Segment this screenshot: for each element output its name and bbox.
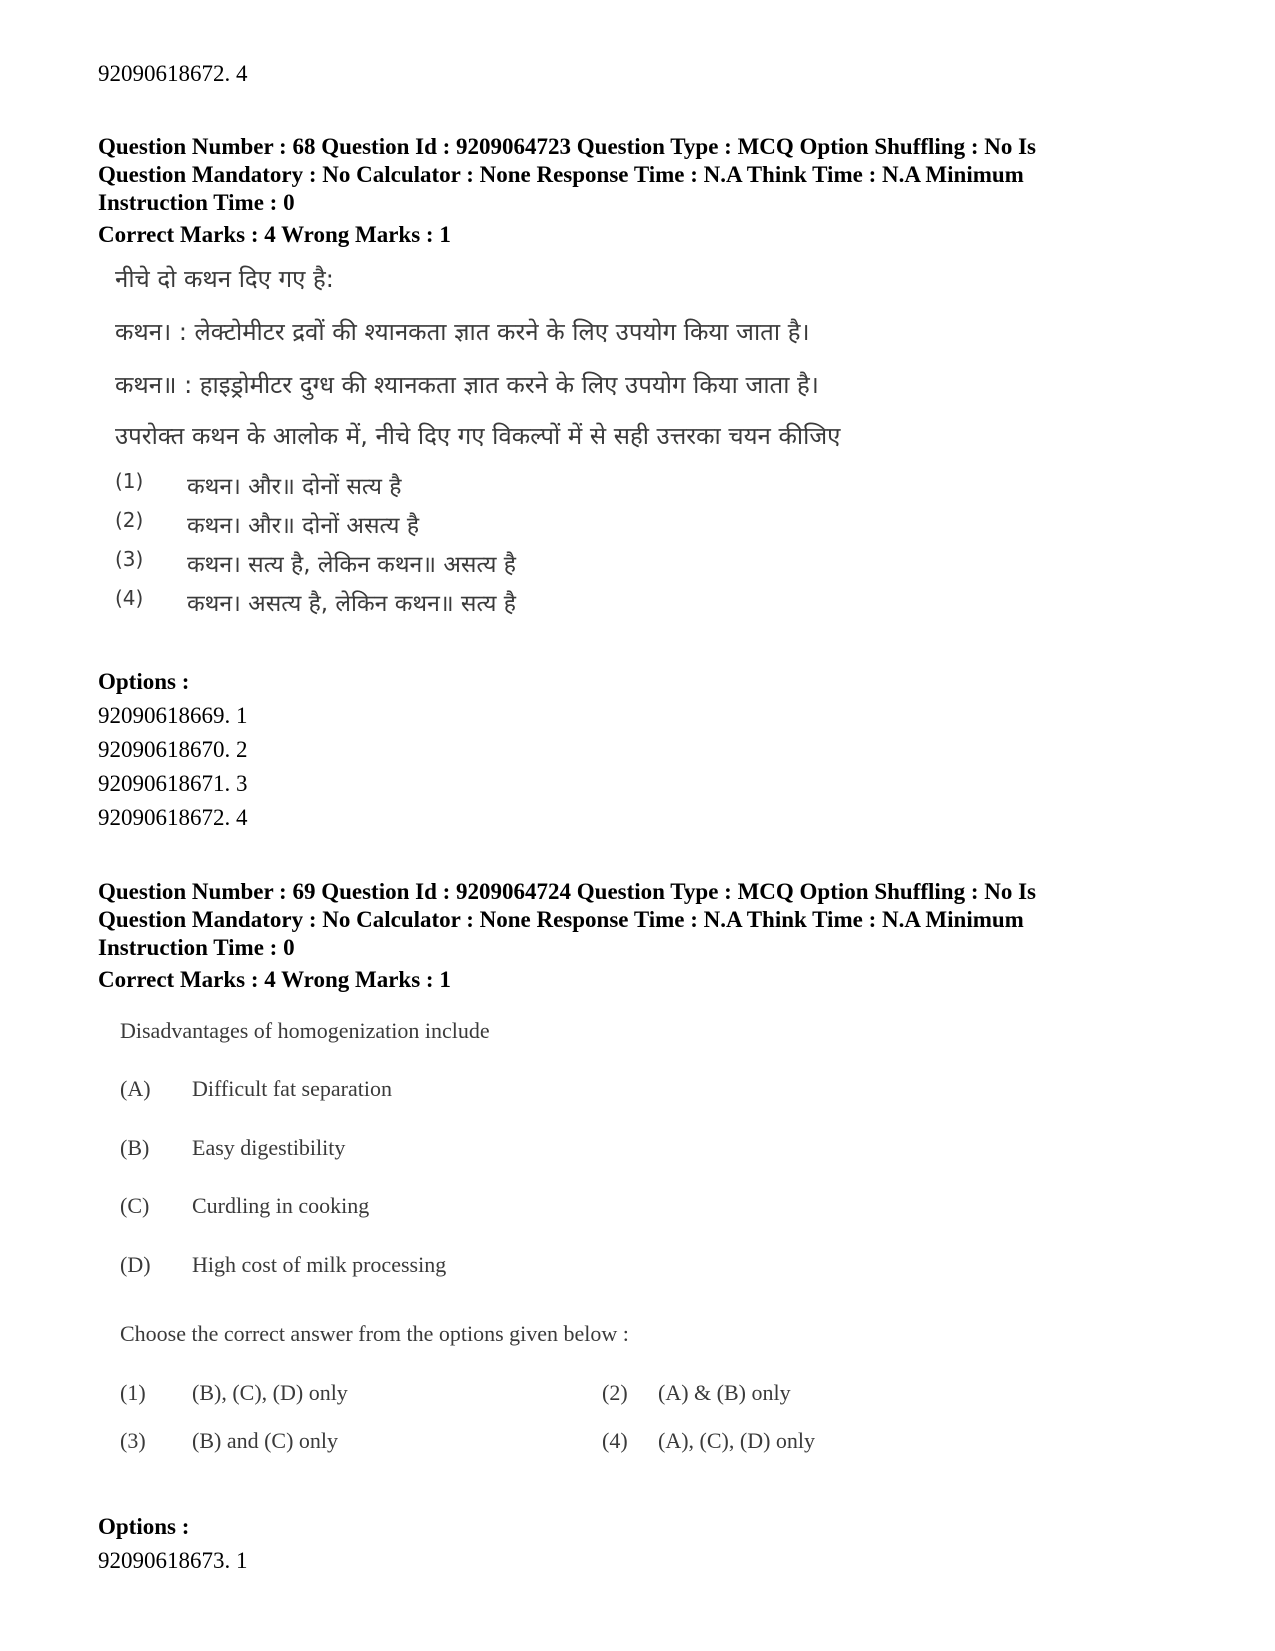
q69-item-b	[120, 1135, 720, 1165]
q69-choice-2	[602, 1380, 1002, 1410]
previous-option-line: 92090618672. 4	[98, 61, 248, 86]
choice-text: (B), (C), (D) only	[192, 1380, 348, 1405]
item-text: Curdling in cooking	[192, 1193, 370, 1218]
choice-text: कथन। और॥ दोनों असत्य है	[187, 513, 420, 539]
choice-number: (3)	[115, 547, 144, 571]
item-label: (B)	[120, 1135, 150, 1160]
q68-choice-2	[115, 508, 715, 538]
q68-option-4: 92090618672. 4	[98, 805, 248, 830]
choice-text: कथन। असत्य है, लेकिन कथन॥ सत्य है	[187, 591, 517, 617]
item-text: Difficult fat separation	[192, 1076, 392, 1101]
q69-meta-line-3: Instruction Time : 0	[98, 935, 295, 960]
q68-statement-1: कथन। : लेक्टोमीटर द्रवों की श्यानकता ज्ञात करने के लिए उपयोग किया जाता है।	[115, 318, 810, 346]
q68-statement-2: कथन॥ : हाइड्रोमीटर दुग्ध की श्यानकता ज्ञात करने के लिए उपयोग किया जाता है।	[115, 371, 819, 399]
choice-number: (2)	[602, 1380, 628, 1405]
choice-text: कथन। और॥ दोनों सत्य है	[187, 474, 402, 500]
q69-option-1: 92090618673. 1	[98, 1548, 248, 1573]
q69-header	[98, 878, 1138, 994]
q69-item-d	[120, 1252, 720, 1282]
item-label: (C)	[120, 1193, 150, 1218]
q68-header	[98, 133, 1138, 249]
choice-text: (B) and (C) only	[192, 1428, 339, 1453]
q68-instruction: उपरोक्त कथन के आलोक में, नीचे दिए गए विकल्पों में से सही उत्तरका चयन कीजिए	[115, 422, 841, 450]
q68-meta-line-3: Instruction Time : 0	[98, 190, 295, 215]
choice-number: (3)	[120, 1428, 146, 1453]
item-text: Easy digestibility	[192, 1135, 346, 1160]
q68-meta-line-2: Question Mandatory : No Calculator : None Response Time : N.A Think Time : N.A Minimum	[98, 162, 1024, 187]
choice-number: (4)	[602, 1428, 628, 1453]
q69-choice-4	[602, 1428, 1002, 1458]
q68-choice-1	[115, 469, 715, 499]
q68-option-3: 92090618671. 3	[98, 771, 248, 796]
q69-choice-3	[120, 1428, 560, 1458]
q68-intro: नीचे दो कथन दिए गए है:	[115, 265, 334, 293]
choice-text: (A), (C), (D) only	[658, 1428, 816, 1453]
q69-question-body	[120, 1018, 1020, 1458]
choice-text: (A) & (B) only	[658, 1380, 791, 1405]
q68-choice-4	[115, 586, 715, 616]
choice-number: (2)	[115, 508, 144, 532]
item-label: (D)	[120, 1252, 151, 1277]
item-label: (A)	[120, 1076, 151, 1101]
item-text: High cost of milk processing	[192, 1252, 447, 1277]
q68-option-2: 92090618670. 2	[98, 737, 248, 762]
q68-marks: Correct Marks : 4 Wrong Marks : 1	[98, 222, 451, 247]
choice-number: (1)	[115, 469, 144, 493]
q68-question-body	[115, 262, 1015, 642]
q68-choice-3	[115, 547, 715, 577]
q69-options-label: Options :	[98, 1514, 190, 1539]
choice-number: (4)	[115, 586, 144, 610]
q69-meta-line-1: Question Number : 69 Question Id : 9209064724 Question Type : MCQ Option Shuffling : No Is	[98, 879, 1037, 904]
q69-intro: Disadvantages of homogenization include	[120, 1018, 490, 1043]
q68-options-label: Options :	[98, 669, 190, 694]
q68-option-1: 92090618669. 1	[98, 703, 248, 728]
q69-meta-line-2: Question Mandatory : No Calculator : None Response Time : N.A Think Time : N.A Minimum	[98, 907, 1024, 932]
choice-text: कथन। सत्य है, लेकिन कथन॥ असत्य है	[187, 552, 517, 578]
q69-item-c	[120, 1193, 720, 1223]
q69-marks: Correct Marks : 4 Wrong Marks : 1	[98, 967, 451, 992]
q69-instruction: Choose the correct answer from the options given below :	[120, 1321, 629, 1346]
q69-choice-1	[120, 1380, 560, 1410]
q68-meta-line-1: Question Number : 68 Question Id : 9209064723 Question Type : MCQ Option Shuffling : No Is	[98, 134, 1037, 159]
choice-number: (1)	[120, 1380, 146, 1405]
q69-item-a	[120, 1076, 720, 1106]
